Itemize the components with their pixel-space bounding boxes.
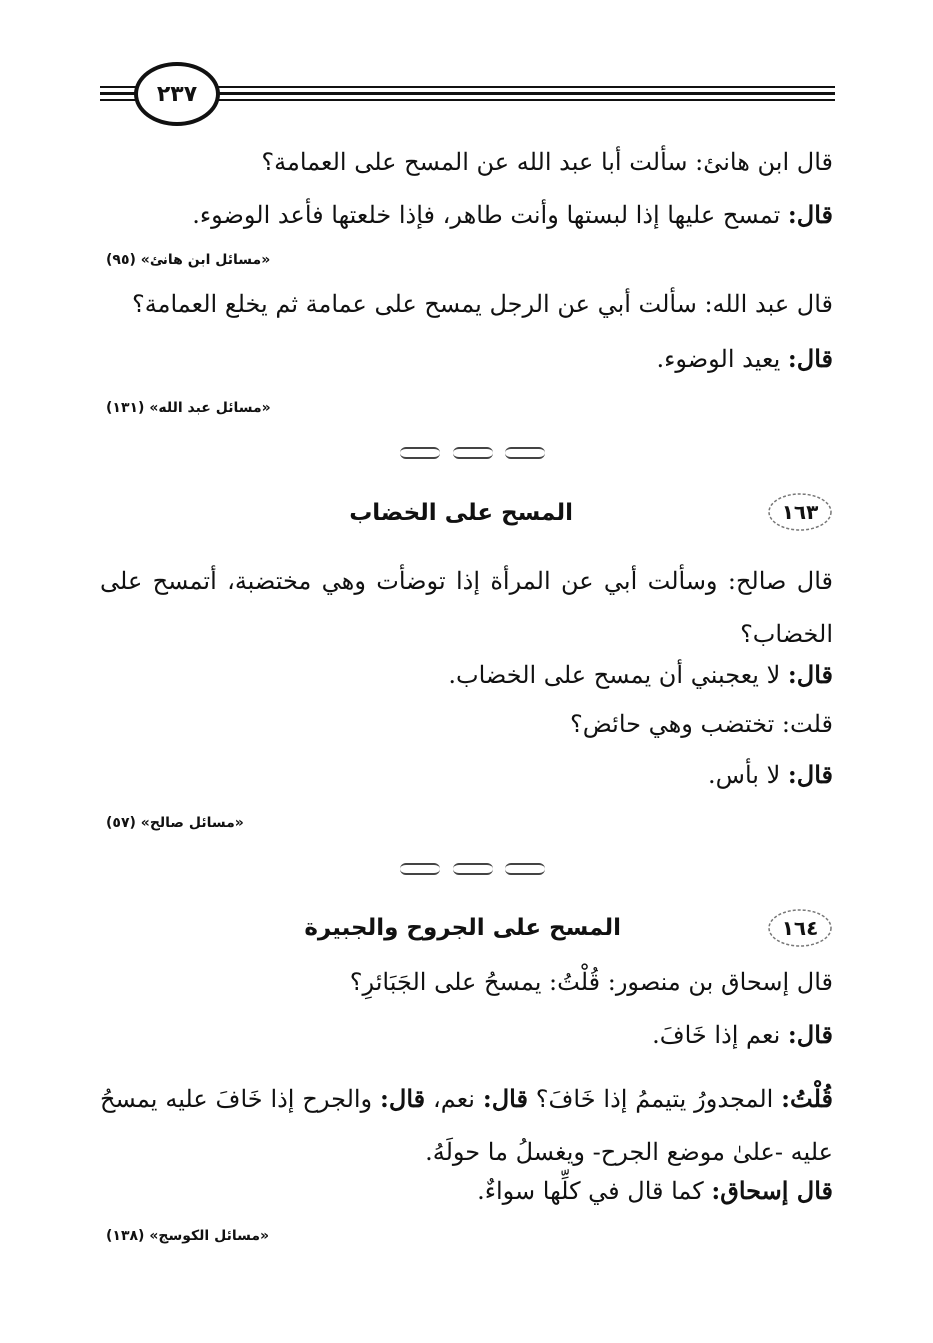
page-number: ٢٣٧ xyxy=(134,62,220,126)
section-number-badge xyxy=(767,492,833,532)
source-citation: «مسائل الكوسج» (١٣٨) xyxy=(106,1228,270,1244)
speaker-label: قال: xyxy=(787,200,833,229)
paragraph-line xyxy=(192,200,833,229)
paragraph-line xyxy=(477,1176,833,1205)
section-divider-ornament xyxy=(400,446,545,460)
paragraph-line xyxy=(652,1020,833,1049)
paragraph-line: قلت: تختضب وهي حائض؟ xyxy=(570,710,833,738)
speaker-label: قُلْتُ: xyxy=(781,1084,834,1113)
speaker-label: قال: xyxy=(787,1020,833,1049)
speaker-label: قال: xyxy=(380,1084,426,1113)
speaker-label: قال: xyxy=(787,760,833,789)
section-number: ١٦٣ xyxy=(781,500,819,524)
speaker-label: قال إسحاق: xyxy=(711,1176,833,1205)
section-number-badge xyxy=(767,908,833,948)
paragraph-line xyxy=(656,344,833,373)
section-divider-ornament xyxy=(400,862,545,876)
answer-text: والجرح إذا خَافَ عليه يمسحُ عليه -علىٰ موضع الجرح- ويغسلُ ما حولَهُ. xyxy=(100,1085,833,1166)
section-number: ١٦٤ xyxy=(781,916,819,940)
paragraph: قال صالح: وسألت أبي عن المرأة إذا توضأت وهي مختضبة، أتمسح على الخضاب؟ xyxy=(100,567,833,648)
speaker-label: قال: xyxy=(787,660,833,689)
answer-text: نعم إذا خَافَ. xyxy=(652,1021,788,1049)
source-citation: «مسائل صالح» (٥٧) xyxy=(106,815,244,831)
answer-text: لا يعجبني أن يمسح على الخضاب. xyxy=(448,661,788,689)
speaker-label: قال: xyxy=(482,1084,528,1113)
paragraph-line: قال إسحاق بن منصور: قُلْتُ: يمسحُ على الجَبَائرِ؟ xyxy=(349,968,833,996)
paragraph-line xyxy=(708,760,833,789)
section-title: المسح على الجروح والجبيرة xyxy=(304,915,621,941)
speaker-label: قال: xyxy=(787,344,833,373)
answer-text: نعم، xyxy=(425,1085,483,1113)
answer-text: يعيد الوضوء. xyxy=(656,345,788,373)
paragraph-line: قال ابن هانئ: سألت أبا عبد الله عن المسح على العمامة؟ xyxy=(261,148,833,176)
question-text: المجدورُ يتيممُ إذا خَافَ؟ xyxy=(527,1085,782,1113)
answer-text: كما قال في كلِّها سواءٌ. xyxy=(477,1177,712,1205)
answer-text: لا بأس. xyxy=(708,761,788,789)
paragraph xyxy=(100,1072,833,1179)
answer-text: تمسح عليها إذا لبستها وأنت طاهر، فإذا خلعتها فأعد الوضوء. xyxy=(192,201,788,229)
paragraph-line xyxy=(448,660,833,689)
page-header xyxy=(100,62,835,122)
section-title: المسح على الخضاب xyxy=(349,500,573,526)
paragraph-line: قال عبد الله: سألت أبي عن الرجل يمسح على عمامة ثم يخلع العمامة؟ xyxy=(132,290,833,318)
source-citation: «مسائل ابن هانئ» (٩٥) xyxy=(106,252,271,268)
source-citation: «مسائل عبد الله» (١٣١) xyxy=(106,400,271,416)
